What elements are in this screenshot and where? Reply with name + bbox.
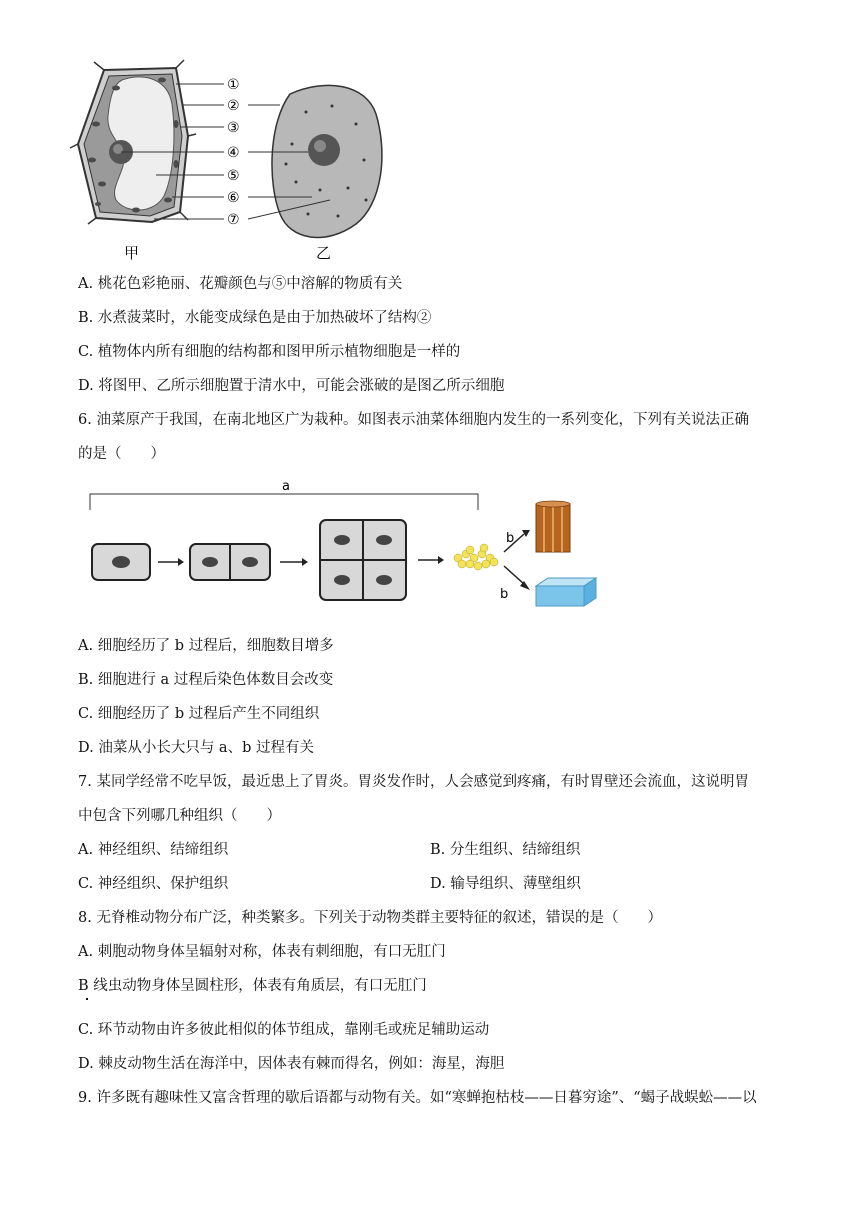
q8-option-a: A. 刺胞动物身体呈辐射对称，体表有刺细胞，有口无肛门 <box>78 944 446 960</box>
q6-option-b: B. 细胞进行 a 过程后染色体数目会改变 <box>78 672 334 688</box>
caption-yi: 乙 <box>316 244 332 262</box>
q9-stem-line1: 9. 许多既有趣味性又富含哲理的歇后语都与动物有关。如“寒蝉抱枯枝——日暮穷途”、“蝎子战蜈蚣——以 <box>78 1090 757 1106</box>
label-2: ② <box>227 98 240 114</box>
cell-structure-figure <box>76 64 406 264</box>
label-b-upper: b <box>506 531 515 546</box>
q7-stem-line1: 7. 某同学经常不吃早饭，最近患上了胃炎。胃炎发作时，人会感觉到疼痛，有时胃壁还会流血，这说明胃 <box>78 774 749 790</box>
label-5: ⑤ <box>227 168 240 184</box>
q7-stem-line2: 中包含下列哪几种组织（ ） <box>78 808 281 824</box>
conducting-tissue <box>536 501 570 552</box>
label-3: ③ <box>227 120 240 136</box>
q7-option-c: C. 神经组织、保护组织 <box>78 876 229 892</box>
q7-option-b: B. 分生组织、结缔组织 <box>430 842 581 858</box>
q8-option-d: D. 棘皮动物生活在海洋中，因体表有棘而得名，例如：海星，海胆 <box>78 1056 505 1072</box>
stray-dot <box>86 998 88 1000</box>
q6-stem-line2: 的是（ ） <box>78 446 165 462</box>
label-1: ① <box>227 77 240 93</box>
q5-option-c: C. 植物体内所有细胞的结构都和图甲所示植物细胞是一样的 <box>78 344 461 360</box>
q6-option-c: C. 细胞经历了 b 过程后产生不同组织 <box>78 706 320 722</box>
q7-option-d: D. 输导组织、薄壁组织 <box>430 876 581 892</box>
q8-option-b: B 线虫动物身体呈圆柱形，体表有角质层，有口无肛门 <box>78 978 427 994</box>
q6-option-a: A. 细胞经历了 b 过程后，细胞数目增多 <box>78 638 334 654</box>
caption-jia: 甲 <box>124 244 140 262</box>
label-7: ⑦ <box>227 212 240 228</box>
label-a: a <box>282 479 290 494</box>
label-4: ④ <box>227 145 240 161</box>
tissue-block <box>536 578 596 606</box>
q6-option-d: D. 油菜从小长大只与 a、b 过程有关 <box>78 740 314 756</box>
q5-option-a: A. 桃花色彩艳丽、花瓣颜色与⑤中溶解的物质有关 <box>78 276 403 292</box>
q8-stem: 8. 无脊椎动物分布广泛，种类繁多。下列关于动物类群主要特征的叙述，错误的是（ ） <box>78 910 662 926</box>
q5-option-b: B. 水煮菠菜时，水能变成绿色是由于加热破坏了结构② <box>78 310 432 326</box>
q7-option-a: A. 神经组织、结缔组织 <box>78 842 229 858</box>
label-b-lower: b <box>500 587 509 602</box>
cell-division-differentiation-figure <box>84 474 614 614</box>
q6-stem-line1: 6. 油菜原产于我国，在南北地区广为栽种。如图表示油菜体细胞内发生的一系列变化，下列有关说法正确 <box>78 412 749 428</box>
q8-option-c: C. 环节动物由许多彼此相似的体节组成，靠刚毛或疣足辅助运动 <box>78 1022 490 1038</box>
q5-option-d: D. 将图甲、乙所示细胞置于清水中，可能会涨破的是图乙所示细胞 <box>78 378 505 394</box>
label-6: ⑥ <box>227 190 240 206</box>
